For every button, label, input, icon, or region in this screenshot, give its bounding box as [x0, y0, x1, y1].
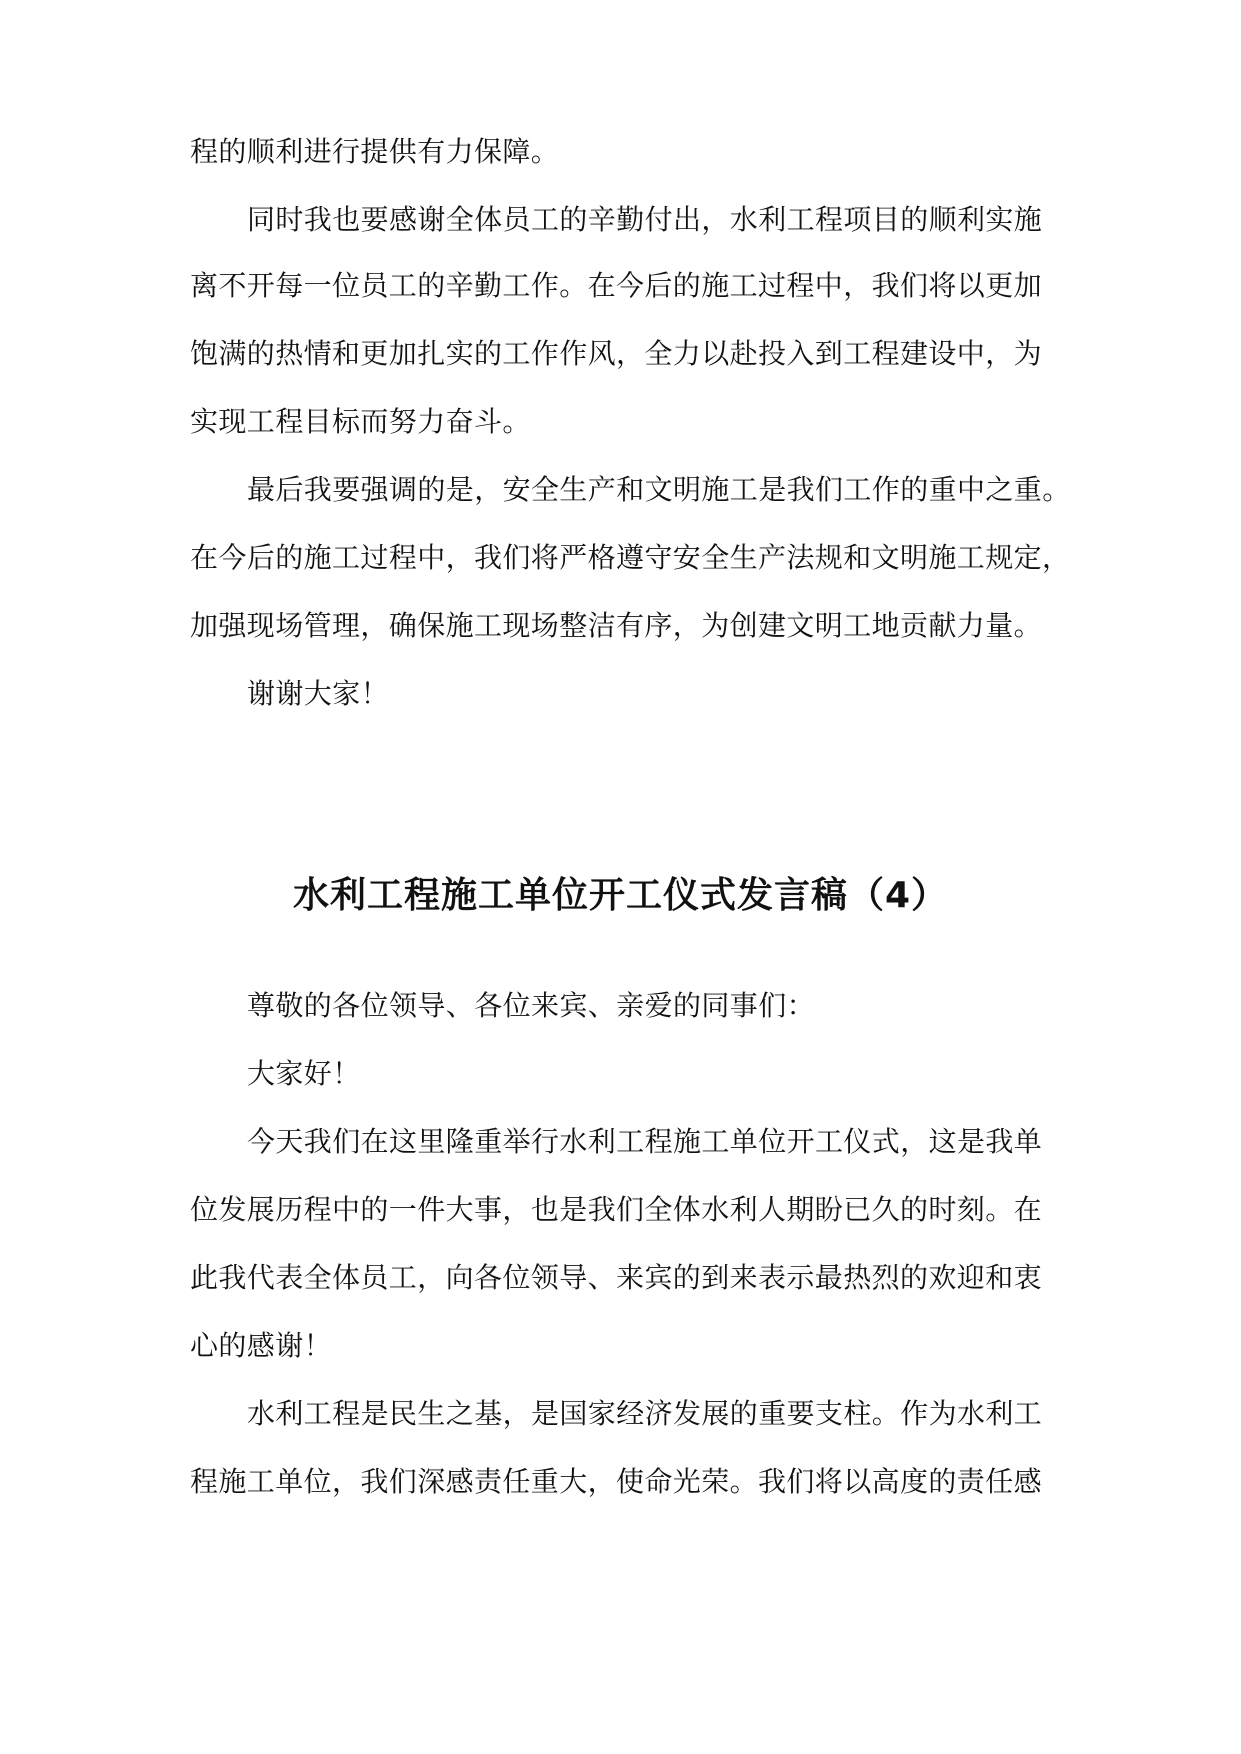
paragraph-line: 今天我们在这里隆重举行水利工程施工单位开工仪式，这是我单: [247, 1125, 1043, 1158]
paragraph-line: 心的感谢！: [190, 1329, 333, 1362]
speech-title: 水利工程施工单位开工仪式发言稿（4）: [292, 875, 949, 916]
paragraph-line: 最后我要强调的是，安全生产和文明施工是我们工作的重中之重。: [247, 473, 1071, 506]
paragraph-line: 同时我也要感谢全体员工的辛勤付出，水利工程项目的顺利实施: [247, 203, 1043, 236]
paragraph-line: 水利工程是民生之基，是国家经济发展的重要支柱。作为水利工: [247, 1397, 1043, 1430]
paragraph-line: 程施工单位，我们深感责任重大，使命光荣。我们将以高度的责任感: [190, 1465, 1043, 1498]
paragraph-line: 此我代表全体员工，向各位领导、来宾的到来表示最热烈的欢迎和衷: [190, 1261, 1043, 1294]
paragraph-line: 位发展历程中的一件大事，也是我们全体水利人期盼已久的时刻。在: [190, 1193, 1043, 1226]
greeting-line: 尊敬的各位领导、各位来宾、亲爱的同事们：: [247, 989, 816, 1022]
paragraph-line: 离不开每一位员工的辛勤工作。在今后的施工过程中，我们将以更加: [190, 269, 1043, 302]
hello-line: 大家好！: [247, 1057, 361, 1090]
paragraph-line: 在今后的施工过程中，我们将严格遵守安全生产法规和文明施工规定，: [190, 541, 1071, 574]
paragraph-line: 程的顺利进行提供有力保障。: [190, 135, 560, 168]
closing-line: 谢谢大家！: [247, 677, 390, 710]
paragraph-line: 加强现场管理，确保施工现场整洁有序，为创建文明工地贡献力量。: [190, 609, 1043, 642]
paragraph-line: 饱满的热情和更加扎实的工作作风，全力以赴投入到工程建设中，为: [190, 337, 1043, 370]
paragraph-line: 实现工程目标而努力奋斗。: [190, 405, 531, 438]
